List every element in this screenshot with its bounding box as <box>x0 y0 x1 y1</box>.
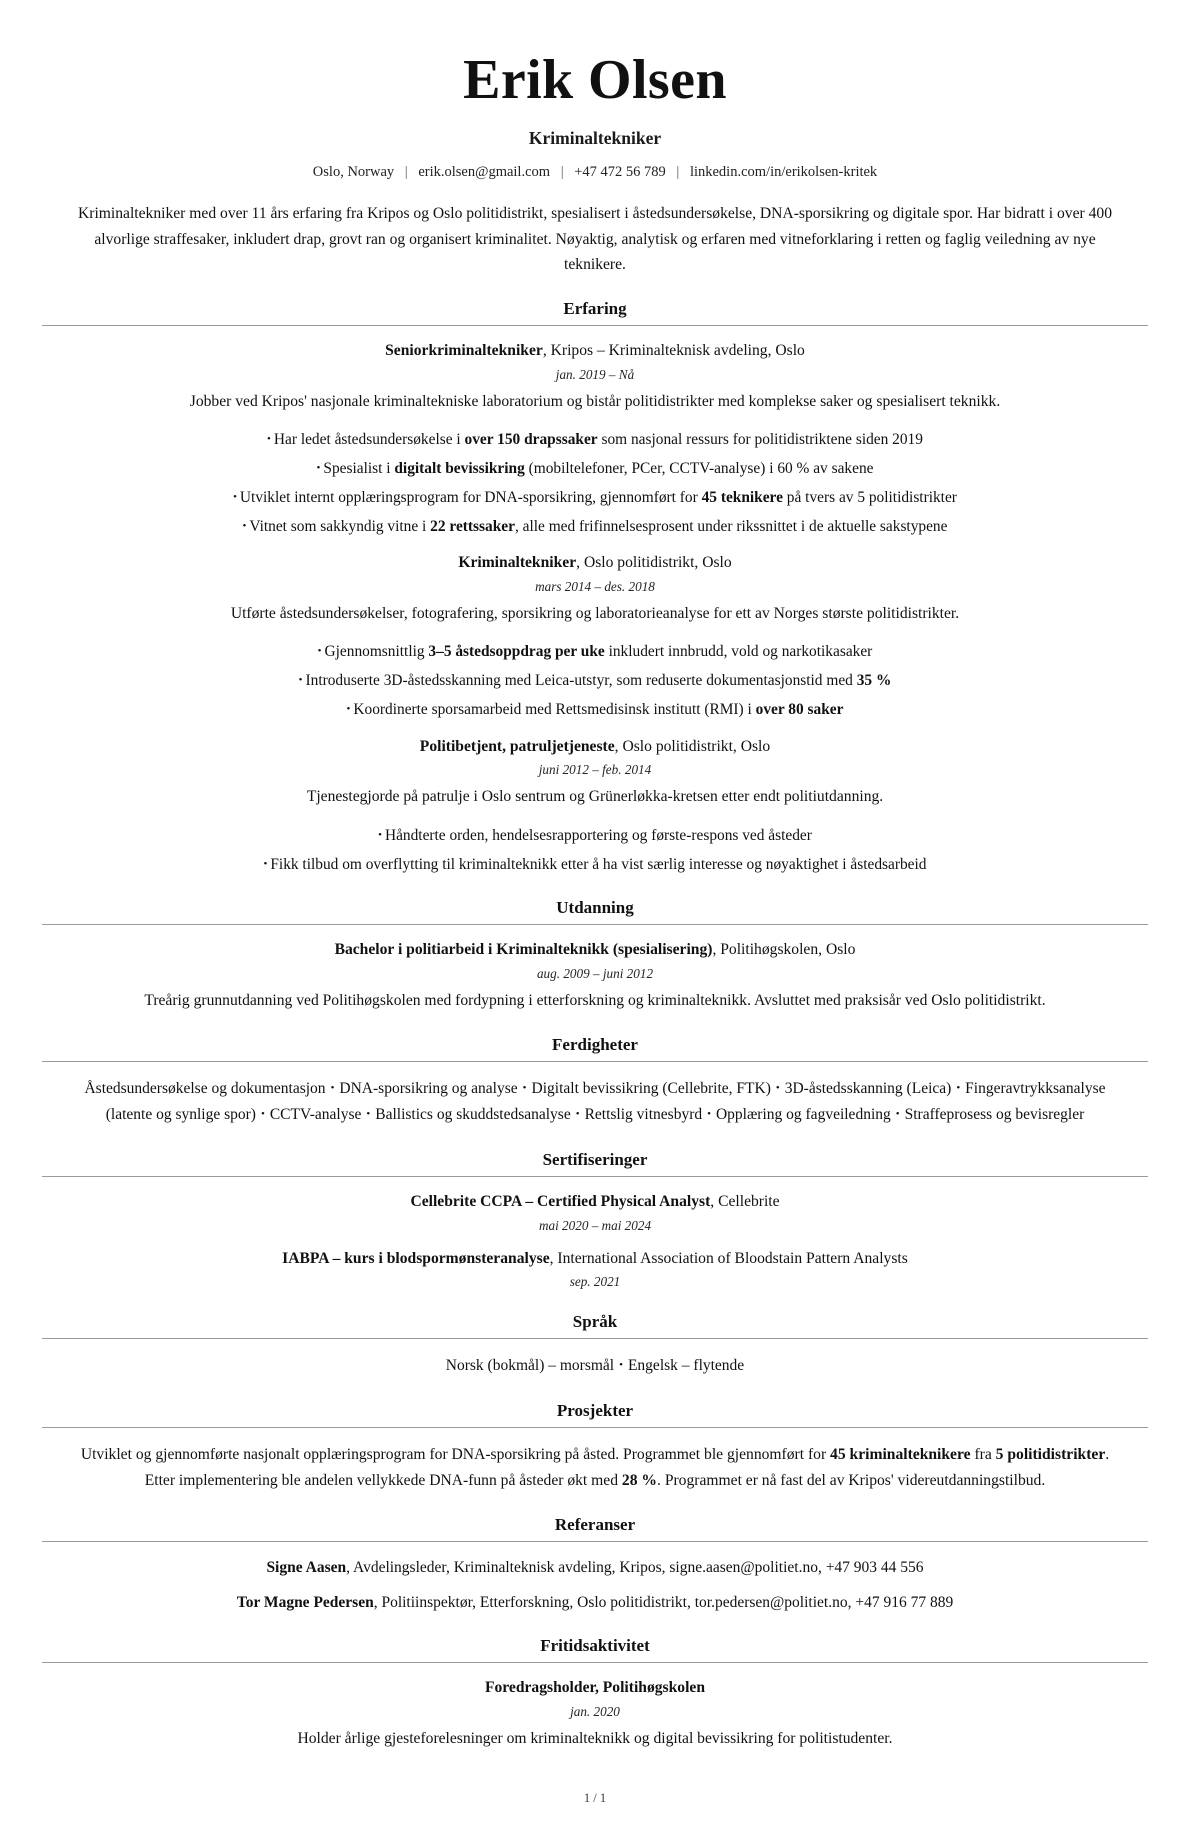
bullet-dot-icon: • <box>316 461 321 474</box>
skills-list <box>60 1076 1130 1128</box>
inline-list-item: DNA-sporsikring og analyse <box>339 1080 518 1098</box>
entry-description: Jobber ved Kripos' nasjonale kriminaltekniske laboratorium og bistår politidistrikter med komplekse saker og spesialisert teknikk. <box>189 392 1001 410</box>
bullet-highlight: over 150 drapssaker <box>464 430 598 448</box>
section-divider <box>42 1061 1148 1062</box>
entry-bullet-list <box>42 824 1148 877</box>
inline-list-item: Fingeravtrykksanalyse (latente og synlige spor) <box>105 1080 1106 1124</box>
entry-heading <box>42 340 1148 363</box>
resume-entry <box>42 939 1148 1013</box>
resume-entry <box>42 340 1148 538</box>
inline-list-item: Digitalt bevissikring (Cellebrite, FTK) <box>531 1080 771 1098</box>
entry-date-range: mars 2014 – des. 2018 <box>535 579 655 595</box>
entry-heading <box>42 939 1148 962</box>
contact-phone[interactable]: +47 472 56 789 <box>574 164 666 181</box>
contact-separator: | <box>560 164 564 181</box>
entry-description: Utførte åstedsundersøkelser, fotografering, sporsikring og laboratorieanalyse for ett av Norges største politidistrikter. <box>230 605 960 623</box>
reference-item <box>42 1556 1148 1579</box>
inline-list-item: Åstedsundersøkelse og dokumentasjon <box>84 1080 326 1098</box>
inline-separator-dot-icon: • <box>366 1108 371 1121</box>
paragraph-highlight: 5 politidistrikter <box>995 1446 1106 1464</box>
entry-description: Holder årlige gjesteforelesninger om kriminalteknikk og digital bevissikring for politistudenter. <box>297 1730 893 1748</box>
bullet-highlight: 3–5 åstedsoppdrag per uke <box>428 643 605 661</box>
entry-bullet-list <box>42 428 1148 539</box>
section-divider <box>42 1176 1148 1177</box>
bullet-dot-icon: • <box>233 490 237 503</box>
entry-bullet: • Vitnet som sakkyndig vitne i 22 rettssaker, alle med frifinnelsesprosent under rikssnittet i de aktuelle sakstypene <box>242 517 948 535</box>
entry-date-range: jan. 2019 – Nå <box>555 366 635 382</box>
entry-bullet: • Introduserte 3D-åstedsskanning med Leica-utstyr, som reduserte dokumentasjonstid med 35 % <box>298 672 892 690</box>
paragraph-text: . Etter implementering ble andelen vellykkede DNA-funn på åsteder økt med <box>144 1446 1110 1489</box>
bullet-dot-icon: • <box>267 432 271 445</box>
reference-details: , Politiinspektør, Etterforskning, Oslo politidistrikt, tor.pedersen@politiet.no, +47 916 77 889 <box>373 1594 954 1612</box>
bullet-highlight: 22 rettssaker <box>430 517 515 535</box>
section-divider <box>42 1662 1148 1663</box>
certification-entries <box>42 1191 1148 1290</box>
candidate-name: Erik Olsen <box>463 49 727 111</box>
section-languages <box>42 1312 1148 1379</box>
entry-organization: , Kripos – Kriminalteknisk avdeling, Oslo <box>542 342 805 360</box>
entry-bullet: • Gjennomsnittlig 3–5 åstedsoppdrag per uke inkludert innbrudd, vold og narkotikasaker <box>317 643 873 661</box>
entry-role: Cellebrite CCPA – Certified Physical Analyst <box>410 1193 711 1211</box>
section-title-languages: Språk <box>572 1312 618 1332</box>
section-title-education: Utdanning <box>556 898 634 918</box>
entry-heading <box>42 552 1148 575</box>
inline-separator-dot-icon: • <box>707 1108 711 1121</box>
section-references <box>42 1515 1148 1615</box>
section-divider <box>42 1541 1148 1542</box>
entry-organization: , Oslo politidistrikt, Oslo <box>614 737 771 755</box>
contact-line <box>42 164 1148 181</box>
entry-role: Politibetjent, patruljetjeneste <box>419 737 615 755</box>
entry-bullet: • Spesialist i digitalt bevissikring (mobiltelefoner, PCer, CCTV-analyse) i 60 % av sakene <box>316 459 874 477</box>
inline-list-item: Ballistics og skuddstedsanalyse <box>375 1106 571 1124</box>
bullet-dot-icon: • <box>346 703 351 715</box>
bullet-highlight: digitalt bevissikring <box>394 459 525 477</box>
entry-bullet: • Håndterte orden, hendelsesrapportering og første-respons ved åsteder <box>378 826 812 844</box>
entry-heading <box>42 1677 1148 1700</box>
contact-separator: | <box>404 164 408 181</box>
contact-email[interactable]: erik.olsen@gmail.com <box>418 164 551 181</box>
inline-list-item: Straffeprosess og bevisregler <box>904 1106 1085 1124</box>
contact-separator: | <box>676 164 680 181</box>
paragraph-text: Utviklet og gjennomførte nasjonalt opplæringsprogram for DNA-sporsikring på åsted. Programmet ble gjennomført for <box>80 1446 831 1464</box>
reference-name: Signe Aasen <box>266 1558 347 1576</box>
resume-entry <box>42 736 1148 877</box>
entry-bullet: • Fikk tilbud om overflytting til kriminalteknikk etter å ha vist særlig interesse og nøyaktighet i åstedsarbeid <box>263 855 927 873</box>
inline-separator-dot-icon: • <box>575 1108 580 1121</box>
inline-separator-dot-icon: • <box>619 1359 623 1372</box>
entry-date-range: mai 2020 – mai 2024 <box>538 1217 652 1233</box>
inline-list-item: Engelsk – flytende <box>627 1357 745 1375</box>
section-divider <box>42 1427 1148 1428</box>
section-experience <box>42 299 1148 876</box>
inline-list-item: 3D-åstedsskanning (Leica) <box>784 1080 952 1098</box>
entry-heading <box>42 1248 1148 1271</box>
inline-list-item: Opplæring og fagveiledning <box>715 1106 891 1124</box>
candidate-headline: Kriminaltekniker <box>528 128 662 149</box>
entry-role: Foredragsholder, Politihøgskolen <box>484 1679 706 1697</box>
bullet-highlight: 45 teknikere <box>701 488 783 506</box>
professional-summary: Kriminaltekniker med over 11 års erfaring fra Kripos og Oslo politidistrikt, spesialisert i åstedsundersøkelse, DNA-sporsikring og digitale spor. Har bidratt i over 400 alvorlige straffesaker, inkludert drap, grovt ran og organisert kriminalitet. Nøyaktig, analytisk og erfaren med vitneforklaring i retten og faglig veiledning av nye teknikere. <box>77 205 1113 273</box>
entry-organization: , Politihøgskolen, Oslo <box>712 941 856 959</box>
inline-separator-dot-icon: • <box>330 1082 335 1095</box>
inline-separator-dot-icon: • <box>956 1082 961 1095</box>
entry-role: IABPA – kurs i blodspormønsteranalyse <box>282 1249 550 1267</box>
entry-date-range: aug. 2009 – juni 2012 <box>536 966 654 981</box>
entry-organization: , Cellebrite <box>710 1193 780 1211</box>
reference-details: , Avdelingsleder, Kriminalteknisk avdeling, Kripos, signe.aasen@politiet.no, +47 903 44 556 <box>346 1558 924 1576</box>
interest-entries <box>42 1677 1148 1751</box>
entry-date-range: sep. 2021 <box>569 1274 621 1290</box>
section-divider <box>42 325 1148 326</box>
section-title-skills: Ferdigheter <box>552 1035 638 1055</box>
entry-bullet-list <box>42 640 1148 722</box>
section-title-certifications: Sertifiseringer <box>542 1150 648 1170</box>
entry-role: Kriminaltekniker <box>458 554 577 572</box>
inline-separator-dot-icon: • <box>522 1082 527 1095</box>
entry-heading <box>42 736 1148 759</box>
section-title-references: Referanser <box>554 1514 636 1534</box>
contact-linkedin[interactable]: linkedin.com/in/erikolsen-kritek <box>689 164 878 181</box>
inline-list-item: Norsk (bokmål) – morsmål <box>445 1357 615 1375</box>
inline-list-item: CCTV-analyse <box>269 1106 362 1124</box>
paragraph-highlight: 45 kriminalteknikere <box>830 1446 971 1464</box>
section-projects <box>42 1401 1148 1493</box>
inline-separator-dot-icon: • <box>895 1108 900 1121</box>
entry-bullet: • Utviklet internt opplæringsprogram for DNA-sporsikring, gjennomført for 45 teknikere på tvers av 5 politidistrikter <box>233 488 957 506</box>
section-interests <box>42 1636 1148 1751</box>
section-education <box>42 898 1148 1013</box>
paragraph-text: . Programmet er nå fast del av Kripos' videreutdanningstilbud. <box>657 1471 1046 1489</box>
entry-role: Bachelor i politiarbeid i Kriminalteknikk (spesialisering) <box>334 941 713 959</box>
paragraph-highlight: 28 % <box>621 1471 658 1489</box>
entry-description: Treårig grunnutdanning ved Politihøgskolen med fordypning i etterforskning og kriminalteknikk. Avsluttet med praksisår ved Oslo politidistrikt. <box>144 992 1046 1009</box>
bullet-dot-icon: • <box>298 674 303 687</box>
bullet-dot-icon: • <box>242 519 247 532</box>
entry-organization: , International Association of Bloodstain Pattern Analysts <box>549 1249 908 1267</box>
bullet-highlight: 35 % <box>856 672 892 690</box>
bullet-highlight: over 80 saker <box>755 701 844 718</box>
entry-organization: , Oslo politidistrikt, Oslo <box>576 554 732 572</box>
reference-name: Tor Magne Pedersen <box>236 1594 374 1612</box>
inline-separator-dot-icon: • <box>775 1082 780 1095</box>
section-title-projects: Prosjekter <box>556 1401 634 1421</box>
reference-item <box>42 1591 1148 1614</box>
resume-entry <box>42 1191 1148 1234</box>
inline-list-item: Rettslig vitnesbyrd <box>584 1106 703 1124</box>
project-description <box>65 1442 1125 1493</box>
inline-separator-dot-icon: • <box>260 1108 265 1121</box>
resume-header <box>42 50 1148 277</box>
paragraph-text: fra <box>970 1446 996 1464</box>
resume-entry <box>42 552 1148 721</box>
bullet-dot-icon: • <box>378 828 382 841</box>
resume-entry <box>42 1677 1148 1751</box>
entry-description: Tjenestegjorde på patrulje i Oslo sentrum og Grünerløkka-kretsen etter endt politiutdanning. <box>306 788 884 806</box>
entry-role: Seniorkriminaltekniker <box>385 342 543 360</box>
section-certifications <box>42 1150 1148 1290</box>
section-divider <box>42 1338 1148 1339</box>
bullet-dot-icon: • <box>317 645 322 658</box>
entry-date-range: jan. 2020 <box>570 1704 620 1720</box>
page-number: 1 / 1 <box>583 1791 607 1806</box>
entry-heading <box>42 1191 1148 1214</box>
section-skills <box>42 1035 1148 1128</box>
languages-list <box>60 1353 1130 1379</box>
section-title-experience: Erfaring <box>563 299 627 319</box>
education-entries <box>42 939 1148 1013</box>
reference-entries <box>42 1556 1148 1615</box>
entry-bullet: • Koordinerte sporsamarbeid med Rettsmedisinsk institutt (RMI) i over 80 saker <box>346 701 844 718</box>
entry-bullet: • Har ledet åstedsundersøkelse i over 150 drapssaker som nasjonal ressurs for politidistriktene siden 2019 <box>267 430 923 448</box>
resume-entry <box>42 1248 1148 1291</box>
entry-date-range: juni 2012 – feb. 2014 <box>538 762 652 778</box>
bullet-dot-icon: • <box>263 857 268 870</box>
section-title-interests: Fritidsaktivitet <box>540 1636 650 1656</box>
experience-entries <box>42 340 1148 876</box>
contact-location: Oslo, Norway <box>312 164 395 181</box>
section-divider <box>42 924 1148 925</box>
